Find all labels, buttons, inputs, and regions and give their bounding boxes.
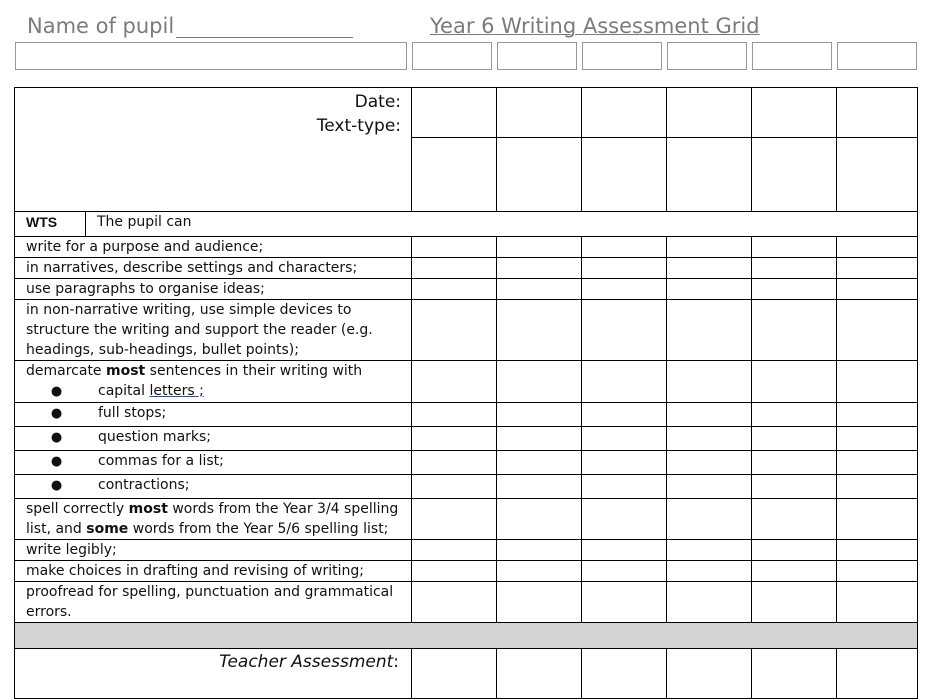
assess-cell[interactable] (582, 361, 667, 403)
assess-cell[interactable] (667, 540, 752, 561)
assess-cell[interactable] (497, 475, 582, 499)
criterion-narratives: in narratives, describe settings and characters; (15, 258, 412, 279)
header-box-4[interactable] (667, 42, 747, 70)
date-cell-1[interactable] (412, 88, 497, 138)
assess-cell[interactable] (752, 300, 837, 361)
header-box-3[interactable] (582, 42, 662, 70)
assess-cell[interactable] (497, 300, 582, 361)
assess-cell[interactable] (837, 403, 918, 427)
assess-cell[interactable] (752, 237, 837, 258)
assess-cell[interactable] (837, 561, 918, 582)
criterion-spelling (15, 499, 412, 540)
header-box-6[interactable] (837, 42, 917, 70)
assess-cell[interactable] (667, 427, 752, 451)
header-box-2[interactable] (497, 42, 577, 70)
assess-cell[interactable] (412, 475, 497, 499)
bullet-contractions-text: contractions; (98, 477, 190, 493)
criterion-proofread: proofread for spelling, punctuation and grammatical errors. (15, 582, 412, 623)
texttype-cell-6[interactable] (837, 138, 918, 212)
assess-cell[interactable] (582, 237, 667, 258)
date-cell-4[interactable] (667, 88, 752, 138)
teacher-cell-1[interactable] (412, 649, 497, 699)
criterion-non-narrative: in non-narrative writing, use simple devices to structure the writing and support the reader (e.g. headings, sub-headings, bullet points); (15, 300, 412, 361)
assess-cell[interactable] (752, 540, 837, 561)
wts-code: WTS (15, 212, 86, 237)
criterion-drafting: make choices in drafting and revising of writing; (15, 561, 412, 582)
assess-cell[interactable] (752, 451, 837, 475)
page-title: Year 6 Writing Assessment Grid (430, 14, 760, 38)
assess-cell[interactable] (837, 540, 918, 561)
spell-c: words from the Year 3/4 spelling list, and (26, 501, 399, 537)
teacher-cell-6[interactable] (837, 649, 918, 699)
texttype-cell-5[interactable] (752, 138, 837, 212)
texttype-cell-3[interactable] (582, 138, 667, 212)
header-box-5[interactable] (752, 42, 832, 70)
assess-cell[interactable] (412, 300, 497, 361)
assess-cell[interactable] (667, 300, 752, 361)
assess-cell[interactable] (582, 499, 667, 540)
date-cell-5[interactable] (752, 88, 837, 138)
assess-cell[interactable] (667, 582, 752, 623)
assess-cell[interactable] (667, 451, 752, 475)
spell-d: some (86, 521, 129, 537)
criterion-commas (15, 451, 412, 475)
assess-cell[interactable] (582, 582, 667, 623)
criterion-legibly: write legibly; (15, 540, 412, 561)
assess-cell[interactable] (497, 561, 582, 582)
pupil-name-line[interactable] (176, 37, 353, 38)
assess-cell[interactable] (412, 561, 497, 582)
assess-cell[interactable] (412, 403, 497, 427)
criterion-paragraphs: use paragraphs to organise ideas; (15, 279, 412, 300)
assess-cell[interactable] (752, 279, 837, 300)
date-texttype-cell (15, 88, 412, 212)
assess-cell[interactable] (752, 499, 837, 540)
assess-cell[interactable] (582, 475, 667, 499)
demarcate-post: sentences in their writing with (145, 363, 363, 379)
assess-cell[interactable] (837, 427, 918, 451)
bullet-icon: ● (50, 454, 63, 469)
assess-cell[interactable] (837, 361, 918, 403)
assess-cell[interactable] (837, 499, 918, 540)
assess-cell[interactable] (412, 582, 497, 623)
assess-cell[interactable] (582, 427, 667, 451)
assess-cell[interactable] (752, 427, 837, 451)
demarcate-pre: demarcate (26, 363, 106, 379)
assess-cell[interactable] (837, 475, 918, 499)
criterion-fullstops (15, 403, 412, 427)
spell-b: most (128, 501, 168, 517)
demarcate-bold: most (106, 363, 146, 379)
assess-cell[interactable] (667, 258, 752, 279)
wts-intro: The pupil can (86, 212, 918, 237)
date-cell-3[interactable] (582, 88, 667, 138)
assess-cell[interactable] (582, 300, 667, 361)
assess-cell[interactable] (667, 475, 752, 499)
bullet-icon: ● (50, 384, 63, 399)
assess-cell[interactable] (582, 258, 667, 279)
assess-cell[interactable] (837, 582, 918, 623)
assess-cell[interactable] (582, 403, 667, 427)
assess-cell[interactable] (582, 540, 667, 561)
assess-cell[interactable] (497, 258, 582, 279)
assess-cell[interactable] (497, 361, 582, 403)
bullet-icon: ● (50, 430, 63, 445)
criterion-purpose: write for a purpose and audience; (15, 237, 412, 258)
assessment-grid (14, 87, 918, 699)
date-cell-2[interactable] (497, 88, 582, 138)
bullet-capital-a: capital (98, 383, 150, 399)
teacher-cell-4[interactable] (667, 649, 752, 699)
assess-cell[interactable] (667, 403, 752, 427)
teacher-cell-3[interactable] (582, 649, 667, 699)
assess-cell[interactable] (752, 475, 837, 499)
pupil-name-label: Name of pupil (27, 14, 175, 38)
assess-cell[interactable] (497, 540, 582, 561)
section-divider (15, 623, 918, 649)
assess-cell[interactable] (752, 361, 837, 403)
spell-e: words from the Year 5/6 spelling list; (128, 521, 389, 537)
criterion-question-marks (15, 427, 412, 451)
header-box-1[interactable] (412, 42, 492, 70)
date-label: Date: (354, 92, 402, 112)
criterion-contractions (15, 475, 412, 499)
assess-cell[interactable] (667, 279, 752, 300)
bullet-capital-b: letters ; (149, 383, 204, 399)
assess-cell[interactable] (752, 258, 837, 279)
assess-cell[interactable] (837, 237, 918, 258)
assess-cell[interactable] (752, 403, 837, 427)
assess-cell[interactable] (582, 561, 667, 582)
date-cell-6[interactable] (837, 88, 918, 138)
assess-cell[interactable] (497, 451, 582, 475)
assess-cell[interactable] (412, 279, 497, 300)
teacher-assessment-label (15, 649, 412, 699)
bullet-question-text: question marks; (98, 429, 212, 445)
assess-cell[interactable] (752, 561, 837, 582)
teacher-assessment-colon: : (393, 652, 400, 672)
assess-cell[interactable] (497, 427, 582, 451)
assess-cell[interactable] (582, 279, 667, 300)
assess-cell[interactable] (497, 499, 582, 540)
bullet-icon: ● (50, 406, 63, 421)
assess-cell[interactable] (837, 258, 918, 279)
bullet-fullstops-text: full stops; (98, 405, 167, 421)
assess-cell[interactable] (412, 499, 497, 540)
texttype-label: Text-type: (316, 116, 402, 136)
assess-cell[interactable] (412, 540, 497, 561)
texttype-cell-4[interactable] (667, 138, 752, 212)
assess-cell[interactable] (412, 361, 497, 403)
criterion-demarcate (15, 361, 412, 403)
assess-cell[interactable] (667, 499, 752, 540)
assess-cell[interactable] (497, 237, 582, 258)
assess-cell[interactable] (412, 451, 497, 475)
texttype-cell-2[interactable] (497, 138, 582, 212)
assess-cell[interactable] (582, 451, 667, 475)
assess-cell[interactable] (667, 361, 752, 403)
teacher-assessment-text: Teacher Assessment (219, 652, 394, 672)
texttype-cell-1[interactable] (412, 138, 497, 212)
assess-cell[interactable] (667, 561, 752, 582)
teacher-cell-5[interactable] (752, 649, 837, 699)
bullet-icon: ● (50, 478, 63, 493)
assess-cell[interactable] (412, 427, 497, 451)
assess-cell[interactable] (837, 279, 918, 300)
assess-cell[interactable] (497, 403, 582, 427)
assess-cell[interactable] (752, 582, 837, 623)
assess-cell[interactable] (667, 237, 752, 258)
assess-cell[interactable] (837, 451, 918, 475)
spell-a: spell correctly (26, 501, 129, 517)
assess-cell[interactable] (497, 582, 582, 623)
assess-cell[interactable] (412, 258, 497, 279)
assess-cell[interactable] (412, 237, 497, 258)
teacher-cell-2[interactable] (497, 649, 582, 699)
assess-cell[interactable] (497, 279, 582, 300)
assess-cell[interactable] (837, 300, 918, 361)
pupil-name-box[interactable] (15, 42, 407, 70)
bullet-commas-text: commas for a list; (98, 453, 224, 469)
